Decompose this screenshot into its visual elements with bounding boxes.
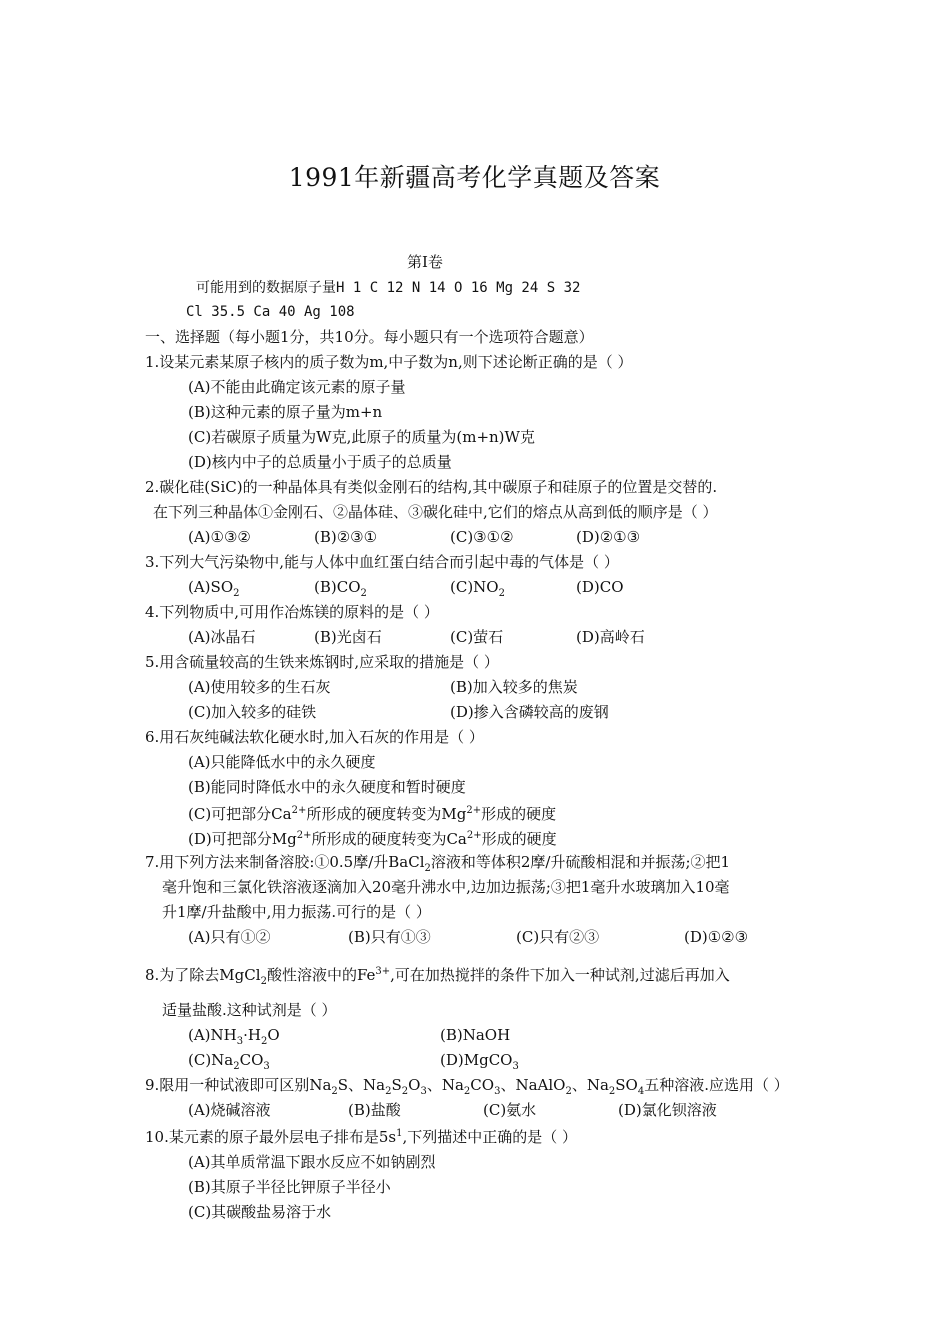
- question-10-stem: 10.某元素的原子最外层电子排布是$5s^1$,下列描述中正确的是（ ）: [145, 1128, 578, 1146]
- question-4-option-a: (A)冰晶石: [188, 628, 256, 646]
- question-9-option-a: (A)烧碱溶液: [188, 1101, 271, 1119]
- question-5-stem: 5.用含硫量较高的生铁来炼钢时,应采取的措施是（ ）: [145, 653, 499, 671]
- question-3-option-d: (D)CO: [576, 578, 624, 596]
- question-1-option-d: (D)核内中子的总质量小于质子的总质量: [188, 453, 452, 471]
- atomic-masses-line-1: 可能用到的数据原子量H 1 C 12 N 14 O 16 Mg 24 S 32: [196, 280, 581, 296]
- question-3-option-a: $(A)SO_2$: [188, 578, 240, 599]
- question-7-option-c: (C)只有②③: [516, 928, 600, 946]
- question-8-option-a: $(A)NH_3\cdot H_2O$: [188, 1026, 280, 1047]
- question-4-option-b: (B)光卤石: [314, 628, 382, 646]
- question-1-option-b: (B)这种元素的原子量为m+n: [188, 403, 383, 421]
- question-3-option-c: $(C)NO_2$: [450, 578, 505, 599]
- question-4-stem: 4.下列物质中,可用作冶炼镁的原料的是（ ）: [145, 603, 439, 621]
- question-8-option-b: (B)NaOH: [440, 1026, 511, 1044]
- question-7-option-a: (A)只有①②: [188, 928, 271, 946]
- question-4-option-d: (D)高岭石: [576, 628, 645, 646]
- question-7-option-d: (D)①②③: [684, 928, 749, 946]
- question-9-stem: 9.限用一种试液即可区别$Na_2S$、$Na_2S_2O_3$、$Na_2CO_3$、NaAlO$_2$、$Na_2SO_4$五种溶液.应选用（ ）: [145, 1076, 789, 1097]
- atomic-masses-line-2: Cl 35.5 Ca 40 Ag 108: [186, 304, 355, 320]
- question-3-stem: 3.下列大气污染物中,能与人体中血红蛋白结合而引起中毒的气体是（ ）: [145, 553, 619, 571]
- question-2-option-d: (D)②①③: [576, 528, 641, 546]
- question-7-stem-line-1: 7.用下列方法来制备溶胶:①0.5摩/升BaCl$_2$溶液和等体积2摩/升硫酸相混和并振荡;②把1: [145, 853, 731, 874]
- question-2-option-a: (A)①③②: [188, 528, 251, 546]
- question-2-stem-line-1: 2.碳化硅(SiC)的一种晶体具有类似金刚石的结构,其中碳原子和硅原子的位置是交替的.: [145, 478, 718, 496]
- question-1-option-a: (A)不能由此确定该元素的原子量: [188, 378, 406, 396]
- question-7-stem-line-3: 升1摩/升盐酸中,用力振荡.可行的是（ ）: [162, 903, 431, 921]
- part-heading: 一、选择题（每小题1分，共10分。每小题只有一个选项符合题意）: [145, 328, 594, 346]
- question-9-option-d: (D)氯化钡溶液: [618, 1101, 717, 1119]
- question-4-option-c: (C)萤石: [450, 628, 504, 646]
- question-7-stem-line-2: 毫升饱和三氯化铁溶液逐滴加入20毫升沸水中,边加边振荡;③把1毫升水玻璃加入10毫: [162, 878, 730, 896]
- question-5-option-c: (C)加入较多的硅铁: [188, 703, 317, 721]
- question-10-option-b: (B)其原子半径比钾原子半径小: [188, 1178, 391, 1196]
- question-1-option-c: (C)若碳原子质量为W克,此原子的质量为(m+n)W克: [188, 428, 535, 446]
- question-2-option-c: (C)③①②: [450, 528, 514, 546]
- question-7-option-b: (B)只有①③: [348, 928, 431, 946]
- question-5-option-d: (D)掺入含磷较高的废钢: [450, 703, 609, 721]
- section-heading: 第Ⅰ卷: [407, 253, 443, 271]
- question-6-option-d: (D)可把部分$Mg^{2+}$所形成的硬度转变为$Ca^{2+}$形成的硬度: [188, 830, 557, 848]
- question-5-option-a: (A)使用较多的生石灰: [188, 678, 331, 696]
- question-6-option-a: (A)只能降低水中的永久硬度: [188, 753, 376, 771]
- document-title: 1991年新疆高考化学真题及答案: [288, 163, 661, 192]
- question-9-option-c: (C)氨水: [483, 1101, 537, 1119]
- question-10-option-a: (A)其单质常温下跟水反应不如钠剧烈: [188, 1153, 436, 1171]
- question-10-option-c: (C)其碳酸盐易溶于水: [188, 1203, 332, 1221]
- question-6-stem: 6.用石灰纯碱法软化硬水时,加入石灰的作用是（ ）: [145, 728, 484, 746]
- question-9-option-b: (B)盐酸: [348, 1101, 401, 1119]
- question-1-stem: 1.设某元素某原子核内的质子数为m,中子数为n,则下述论断正确的是（ ）: [145, 353, 633, 371]
- question-8-stem-line-2: 适量盐酸.这种试剂是（ ）: [162, 1001, 337, 1019]
- question-6-option-c: (C)可把部分$Ca^{2+}$所形成的硬度转变为$Mg^{2+}$形成的硬度: [188, 805, 557, 823]
- question-3-option-b: $(B)CO_2$: [314, 578, 367, 599]
- question-8-option-d: (D)MgCO$_3$: [440, 1051, 519, 1072]
- question-5-option-b: (B)加入较多的焦炭: [450, 678, 578, 696]
- question-8-stem-line-1: 8.为了除去MgCl$_2$酸性溶液中的$Fe^{3+}$,可在加热搅拌的条件下加入一种试剂,过滤后再加入: [145, 966, 730, 987]
- question-6-option-b: (B)能同时降低水中的永久硬度和暂时硬度: [188, 778, 466, 796]
- question-2-option-b: (B)②③①: [314, 528, 378, 546]
- question-8-option-c: $(C)Na_2CO_3$: [188, 1051, 270, 1072]
- question-2-stem-line-2: 在下列三种晶体①金刚石、②晶体硅、③碳化硅中,它们的熔点从高到低的顺序是（ ）: [153, 503, 718, 521]
